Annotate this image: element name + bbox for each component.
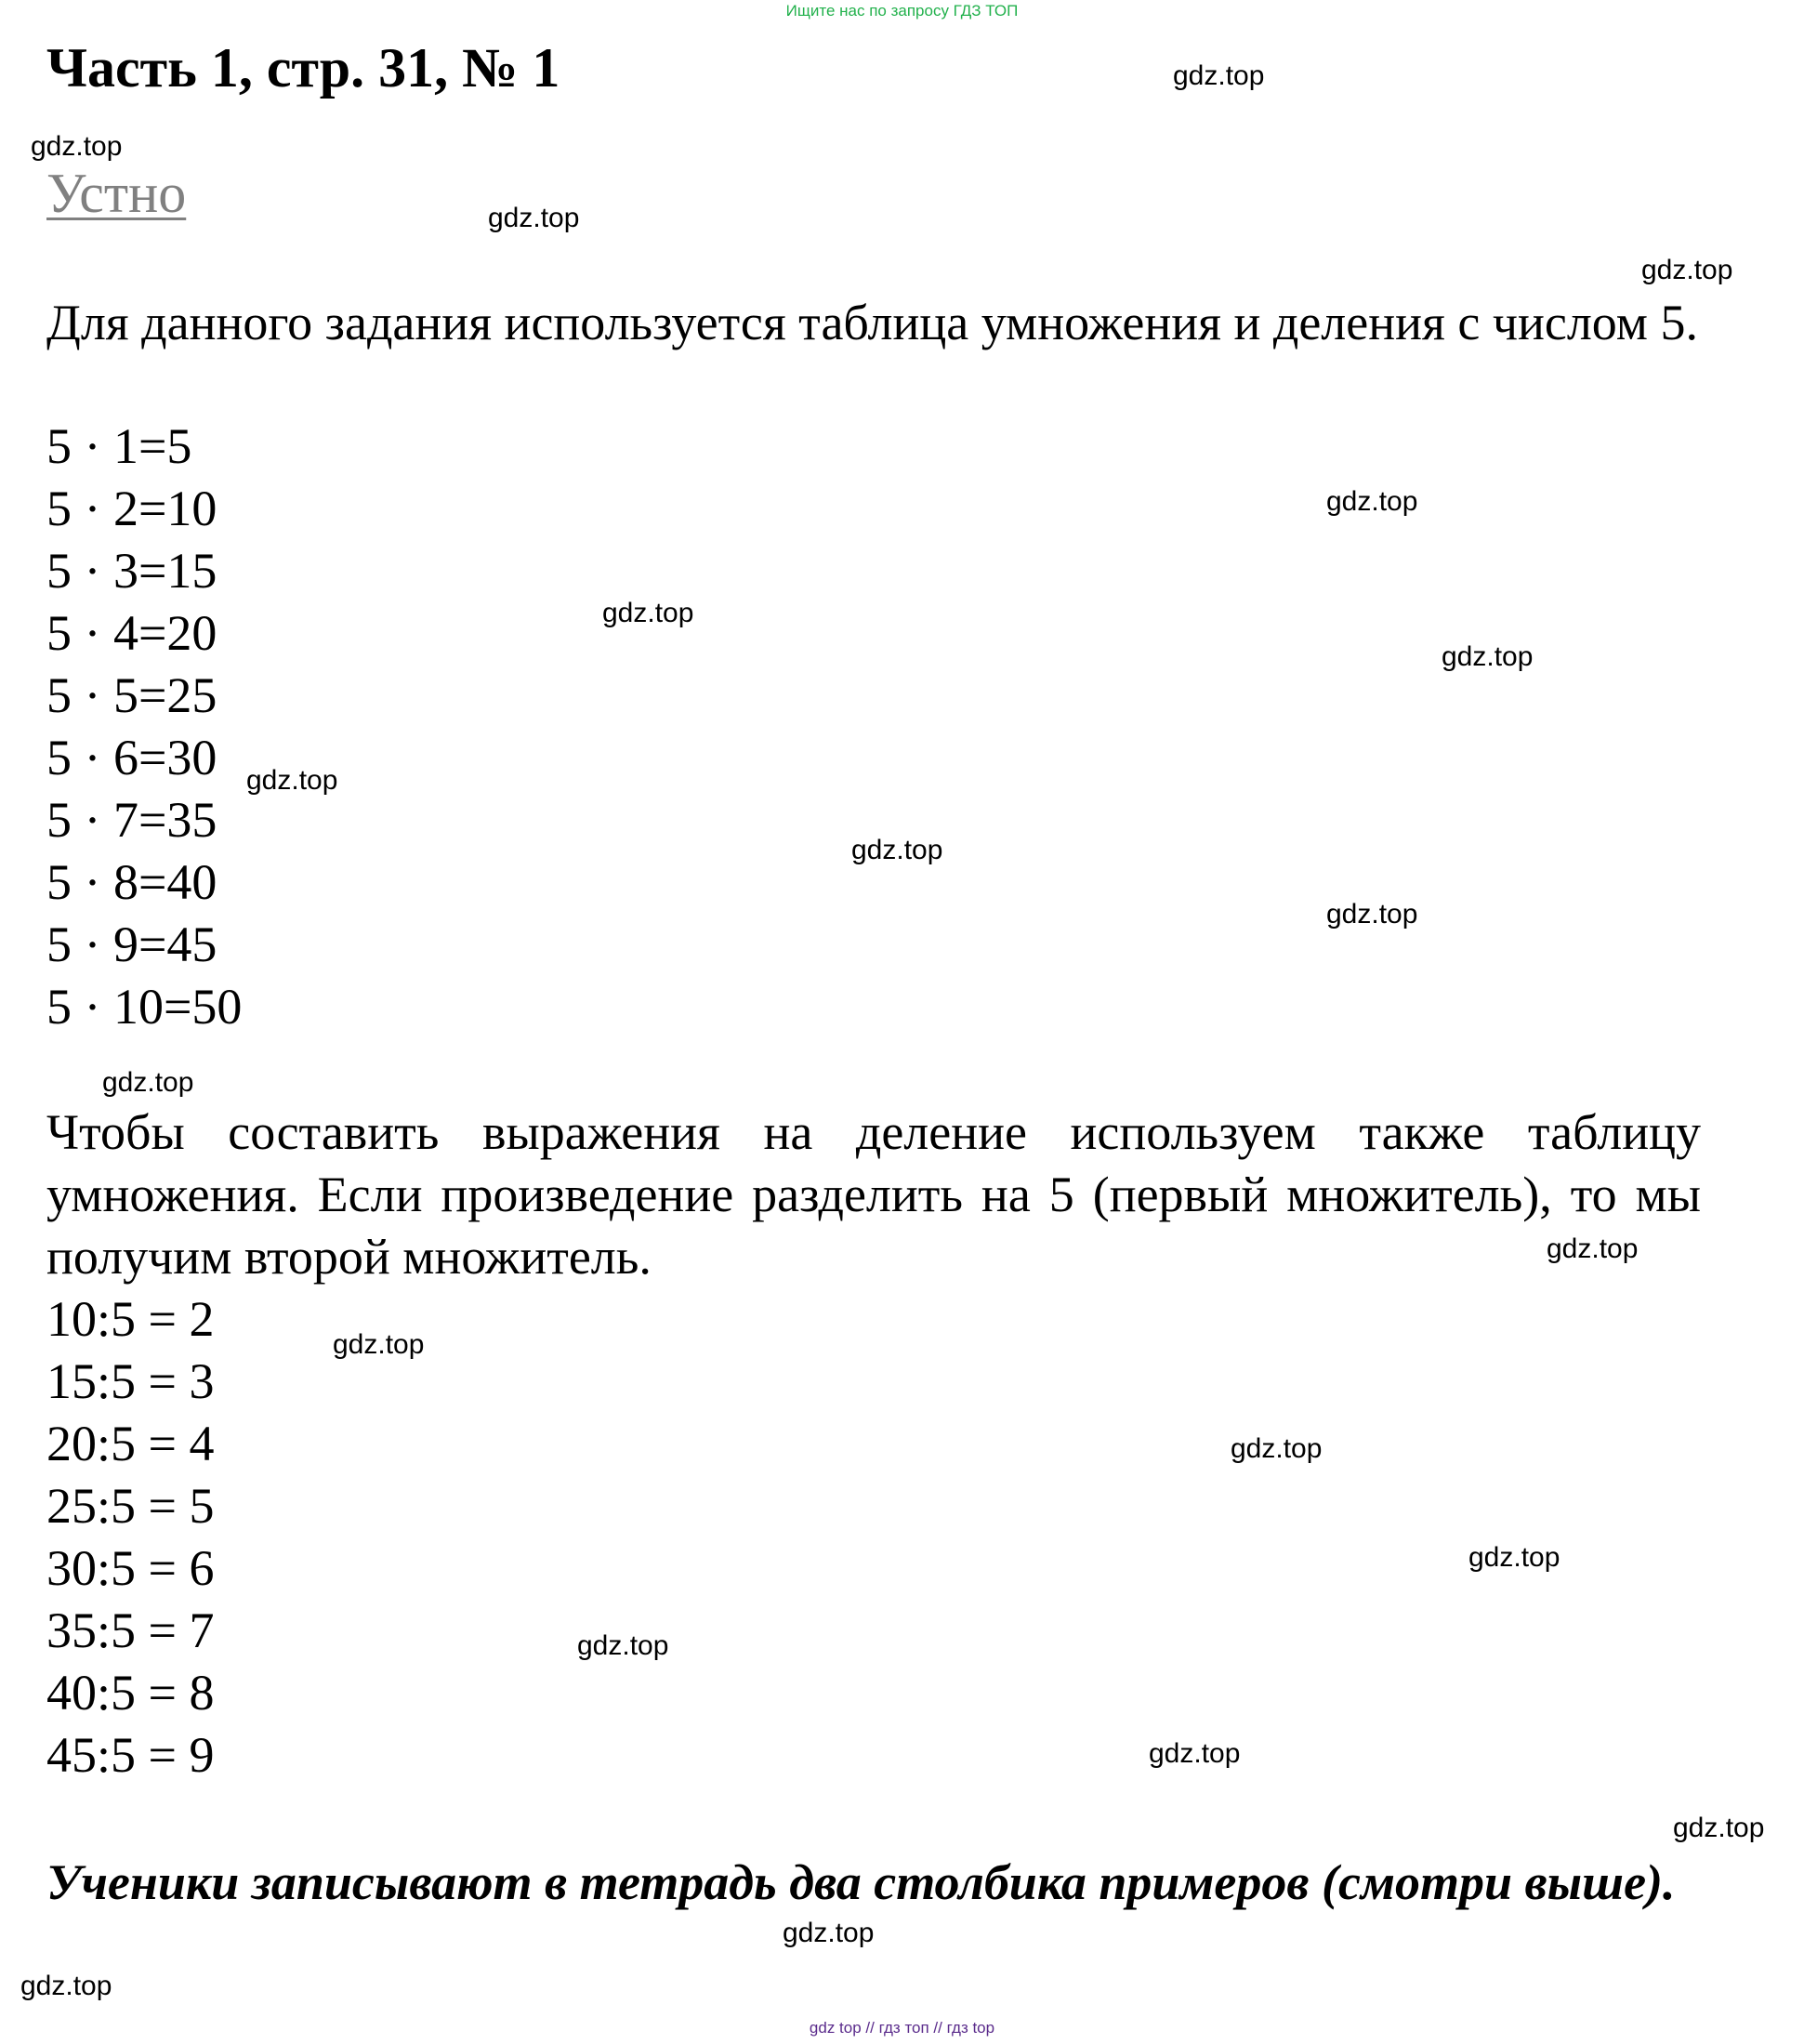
watermark: gdz.top (246, 765, 338, 796)
multiplication-item: 5 · 3=15 (46, 543, 217, 599)
intro-paragraph: Для данного задания используется таблица умножения и деления с числом 5. (46, 295, 1698, 350)
section-subtitle: Устно (46, 163, 187, 224)
division-item: 10:5 = 2 (46, 1291, 215, 1347)
multiplication-item: 5 · 6=30 (46, 730, 217, 785)
watermark: gdz.top (1673, 1813, 1765, 1843)
page-title: Часть 1, стр. 31, № 1 (46, 37, 560, 99)
division-item: 35:5 = 7 (46, 1602, 215, 1658)
division-paragraph: Чтобы составить выражения на деление используем также таблицу умножения. Если произведение разделить на 5 (первый множитель), то мы получим второй множитель. (46, 1104, 1701, 1285)
multiplication-item: 5 · 7=35 (46, 792, 217, 848)
watermark: gdz.top (1468, 1542, 1560, 1573)
watermark: gdz.top (851, 835, 943, 865)
multiplication-item: 5 · 2=10 (46, 481, 217, 536)
conclusion-text: Ученики записывают в тетрадь два столбика примеров (смотри выше). (46, 1854, 1676, 1910)
watermark: gdz.top (1149, 1738, 1241, 1769)
multiplication-item: 5 · 10=50 (46, 979, 243, 1035)
multiplication-item: 5 · 5=25 (46, 667, 217, 723)
multiplication-item: 5 · 9=45 (46, 917, 217, 972)
multiplication-item: 5 · 4=20 (46, 605, 217, 661)
multiplication-item: 5 · 1=5 (46, 418, 192, 474)
watermark: gdz.top (577, 1630, 669, 1661)
watermark: gdz.top (20, 1971, 112, 2001)
watermark: gdz.top (1326, 899, 1418, 930)
division-item: 30:5 = 6 (46, 1540, 215, 1596)
division-item: 40:5 = 8 (46, 1665, 215, 1721)
division-item: 45:5 = 9 (46, 1727, 215, 1783)
watermark: gdz.top (333, 1329, 425, 1360)
division-list (46, 1288, 214, 1787)
watermark: gdz.top (1326, 486, 1418, 517)
watermark: gdz.top (1442, 641, 1534, 672)
division-item: 25:5 = 5 (46, 1478, 215, 1534)
watermark: gdz.top (31, 131, 123, 162)
watermark: gdz.top (102, 1067, 194, 1098)
division-item: 20:5 = 4 (46, 1416, 215, 1471)
top-banner: Ищите нас по запросу ГДЗ ТОП (785, 2, 1019, 20)
multiplication-item: 5 · 8=40 (46, 854, 217, 910)
watermark: gdz.top (783, 1918, 875, 1948)
watermark: gdz.top (488, 203, 580, 233)
multiplication-list (46, 415, 242, 1038)
division-item: 15:5 = 3 (46, 1353, 215, 1409)
watermark: gdz.top (1547, 1233, 1639, 1264)
watermark: gdz.top (1173, 60, 1265, 91)
watermark: gdz.top (1231, 1433, 1323, 1464)
footer-watermark: gdz top // гдз топ // гдз top (809, 2019, 995, 2037)
watermark: gdz.top (1641, 255, 1733, 285)
watermark: gdz.top (602, 598, 694, 628)
